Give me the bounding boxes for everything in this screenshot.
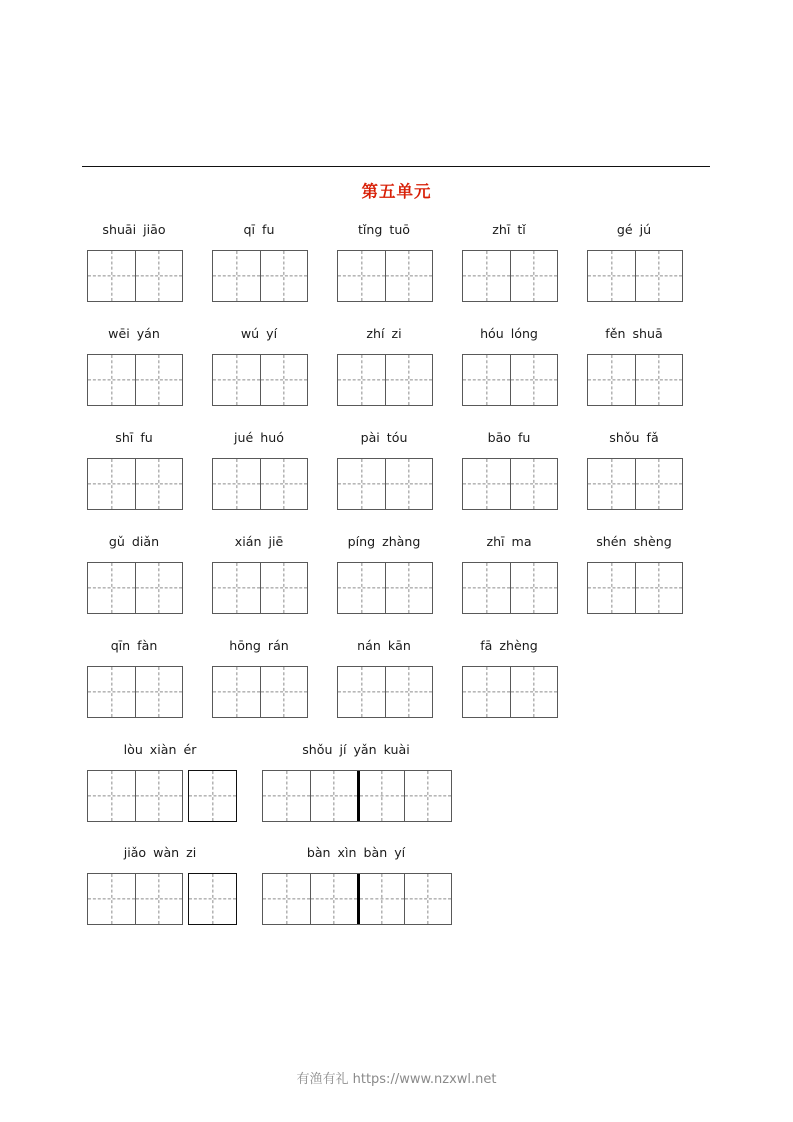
tianzige-cell[interactable] [88,667,135,717]
tianzige-cell[interactable] [338,459,385,509]
writing-grid [212,562,308,614]
tianzige-cell[interactable] [260,667,307,717]
pinyin-label [87,326,181,342]
tianzige-box[interactable] [337,458,433,510]
writing-grid [462,250,558,302]
tianzige-box[interactable] [87,250,183,302]
tianzige-cell[interactable] [88,874,135,924]
tianzige-cell[interactable] [635,355,682,405]
writing-grid [462,354,558,406]
tianzige-cell[interactable] [510,667,557,717]
pinyin-label [212,430,306,446]
exercise-row [0,638,793,734]
pinyin-syllable: wú [240,326,260,341]
pinyin-label [87,222,181,238]
tianzige-cell[interactable] [463,563,510,613]
writing-grid [337,354,433,406]
pinyin-syllable: bàn [306,845,331,860]
tianzige-box[interactable] [587,458,683,510]
tianzige-box[interactable] [212,250,308,302]
writing-grid [337,458,433,510]
pinyin-syllable: kān [387,638,411,653]
pinyin-syllable: tóu [386,430,408,445]
tianzige-cell[interactable] [357,771,404,821]
writing-grid [337,250,433,302]
tianzige-box[interactable] [587,354,683,406]
writing-grid [212,666,308,718]
tianzige-box[interactable] [212,666,308,718]
pinyin-syllable: shǒu [302,742,333,757]
tianzige-cell[interactable] [510,459,557,509]
pinyin-syllable: zhī [486,534,505,549]
tianzige-cell[interactable] [310,874,357,924]
tianzige-cell[interactable] [463,251,510,301]
writing-grid [212,354,308,406]
tianzige-cell[interactable] [213,355,260,405]
pinyin-syllable: jú [639,222,652,237]
tianzige-cell[interactable] [213,459,260,509]
tianzige-cell[interactable] [263,874,310,924]
writing-grid [262,770,452,822]
tianzige-box[interactable] [87,458,183,510]
tianzige-cell[interactable] [463,355,510,405]
tianzige-cell[interactable] [189,771,236,821]
tianzige-cell[interactable] [357,874,404,924]
pinyin-syllable: shǒu [609,430,640,445]
pinyin-syllable: fu [262,222,275,237]
tianzige-cell[interactable] [385,459,432,509]
writing-grid [87,666,183,718]
tianzige-cell[interactable] [510,355,557,405]
pinyin-syllable: tǐng [357,222,383,237]
tianzige-box[interactable] [462,354,558,406]
tianzige-cell[interactable] [404,771,451,821]
pinyin-label [87,638,181,654]
tianzige-cell[interactable] [338,667,385,717]
tianzige-cell[interactable] [260,355,307,405]
pinyin-syllable: fàn [137,638,158,653]
pinyin-syllable: fu [518,430,531,445]
tianzige-cell[interactable] [260,251,307,301]
pinyin-syllable: fā [480,638,493,653]
tianzige-cell[interactable] [88,563,135,613]
pinyin-label [87,430,181,446]
pinyin-syllable: hóu [480,326,504,341]
writing-grid [462,562,558,614]
pinyin-syllable: shèng [633,534,672,549]
pinyin-syllable: yí [394,845,406,860]
tianzige-cell[interactable] [135,459,182,509]
tianzige-box[interactable] [87,770,183,822]
tianzige-box[interactable] [337,562,433,614]
writing-grid [262,873,452,925]
pinyin-syllable: hōng [229,638,261,653]
tianzige-cell[interactable] [213,563,260,613]
pinyin-label [462,534,556,550]
tianzige-cell[interactable] [404,874,451,924]
writing-grid [87,354,183,406]
tianzige-box[interactable] [87,666,183,718]
pinyin-label [587,222,681,238]
pinyin-syllable: kuài [383,742,410,757]
tianzige-cell[interactable] [510,563,557,613]
tianzige-cell[interactable] [385,667,432,717]
pinyin-syllable: jí [339,742,347,757]
writing-grid [212,458,308,510]
tianzige-cell[interactable] [88,251,135,301]
exercise-row [0,326,793,422]
pinyin-syllable: rán [267,638,289,653]
pinyin-syllable: fěn [605,326,626,341]
tianzige-cell[interactable] [635,459,682,509]
pinyin-label [212,534,306,550]
writing-grid [587,458,683,510]
pinyin-syllable: shuā [632,326,663,341]
tianzige-cell[interactable] [88,771,135,821]
tianzige-cell[interactable] [88,459,135,509]
pinyin-syllable: zhèng [499,638,538,653]
pinyin-label [87,742,233,758]
pinyin-syllable: wēi [108,326,130,341]
pinyin-syllable: bàn [363,845,388,860]
pinyin-label [337,638,431,654]
pinyin-syllable: zhàng [382,534,421,549]
writing-grid [587,562,683,614]
writing-grid [587,354,683,406]
exercise-row [0,222,793,318]
writing-grid [87,770,237,822]
tianzige-cell[interactable] [463,667,510,717]
pinyin-syllable: zhí [366,326,385,341]
tianzige-cell[interactable] [338,563,385,613]
exercise-row [0,742,793,838]
tianzige-cell[interactable] [588,459,635,509]
tianzige-cell[interactable] [588,355,635,405]
pinyin-label [462,638,556,654]
pinyin-label [337,222,431,238]
pinyin-label [212,638,306,654]
writing-grid [87,250,183,302]
pinyin-syllable: wàn [153,845,180,860]
exercise-row [0,534,793,630]
tianzige-box[interactable] [212,562,308,614]
pinyin-syllable: yán [136,326,160,341]
pinyin-syllable: bāo [487,430,511,445]
pinyin-syllable: jué [234,430,254,445]
pinyin-label [587,326,681,342]
writing-grid [462,458,558,510]
tianzige-box[interactable] [262,873,452,925]
tianzige-box[interactable] [462,458,558,510]
tianzige-box[interactable] [212,354,308,406]
tianzige-cell[interactable] [88,355,135,405]
tianzige-cell[interactable] [213,667,260,717]
pinyin-label [87,845,233,861]
pinyin-syllable: shī [115,430,134,445]
pinyin-label [462,222,556,238]
tianzige-cell[interactable] [463,459,510,509]
pinyin-syllable: qīn [110,638,131,653]
pinyin-syllable: zi [186,845,197,860]
pinyin-label [212,326,306,342]
pinyin-label [462,326,556,342]
tianzige-cell[interactable] [338,355,385,405]
tianzige-cell[interactable] [135,667,182,717]
exercise-row [0,845,793,941]
pinyin-label [462,430,556,446]
pinyin-syllable: shén [596,534,627,549]
tianzige-cell[interactable] [510,251,557,301]
tianzige-cell[interactable] [213,251,260,301]
pinyin-syllable: jiāo [143,222,166,237]
tianzige-cell[interactable] [135,771,182,821]
pinyin-syllable: zhī [492,222,511,237]
tianzige-box[interactable] [462,666,558,718]
tianzige-box[interactable] [262,770,452,822]
pinyin-syllable: jiē [268,534,284,549]
pinyin-label [87,534,181,550]
pinyin-syllable: huó [260,430,284,445]
pinyin-label [587,534,681,550]
pinyin-syllable: shuāi [102,222,137,237]
tianzige-cell[interactable] [635,563,682,613]
pinyin-syllable: zi [391,326,402,341]
pinyin-syllable: fu [140,430,153,445]
pinyin-syllable: xìn [337,845,357,860]
pinyin-syllable: yǎn [353,742,377,757]
tianzige-cell[interactable] [588,563,635,613]
pinyin-syllable: fǎ [646,430,659,445]
page-title: 第五单元 [361,182,432,201]
header-divider [82,166,710,167]
tianzige-box[interactable] [188,873,237,925]
tianzige-cell[interactable] [135,251,182,301]
pinyin-syllable: lóng [510,326,538,341]
pinyin-syllable: jiǎo [123,845,147,860]
tianzige-box[interactable] [188,770,237,822]
tianzige-cell[interactable] [135,355,182,405]
tianzige-box[interactable] [87,873,183,925]
tianzige-cell[interactable] [338,251,385,301]
pinyin-label [337,430,431,446]
pinyin-syllable: ma [511,534,532,549]
tianzige-box[interactable] [337,666,433,718]
pinyin-syllable: lòu [123,742,143,757]
tianzige-cell[interactable] [135,563,182,613]
pinyin-syllable: xián [234,534,262,549]
pinyin-syllable: diǎn [131,534,160,549]
tianzige-cell[interactable] [588,251,635,301]
pinyin-label [212,222,306,238]
writing-grid [462,666,558,718]
tianzige-cell[interactable] [385,563,432,613]
writing-grid [337,562,433,614]
tianzige-cell[interactable] [385,251,432,301]
tianzige-box[interactable] [587,250,683,302]
tianzige-cell[interactable] [310,771,357,821]
pinyin-label [262,742,450,758]
writing-grid [337,666,433,718]
writing-grid [87,873,237,925]
tianzige-cell[interactable] [635,251,682,301]
pinyin-syllable: tǐ [517,222,526,237]
writing-grid [87,458,183,510]
tianzige-box[interactable] [212,458,308,510]
tianzige-cell[interactable] [385,355,432,405]
tianzige-box[interactable] [462,562,558,614]
writing-grid [212,250,308,302]
tianzige-box[interactable] [87,354,183,406]
pinyin-syllable: yí [266,326,278,341]
pinyin-syllable: píng [347,534,376,549]
pinyin-syllable: pài [360,430,380,445]
pinyin-label [337,326,431,342]
pinyin-syllable: gǔ [108,534,125,549]
pinyin-syllable: xiàn [149,742,177,757]
exercise-row [0,430,793,526]
pinyin-syllable: qī [243,222,256,237]
tianzige-box[interactable] [337,250,433,302]
tianzige-box[interactable] [462,250,558,302]
tianzige-cell[interactable] [263,771,310,821]
pinyin-syllable: ér [183,742,197,757]
pinyin-label [262,845,450,861]
pinyin-label [587,430,681,446]
tianzige-cell[interactable] [260,563,307,613]
writing-grid [587,250,683,302]
tianzige-box[interactable] [587,562,683,614]
writing-grid [87,562,183,614]
pinyin-label [337,534,431,550]
pinyin-syllable: nán [357,638,381,653]
tianzige-box[interactable] [337,354,433,406]
tianzige-cell[interactable] [260,459,307,509]
tianzige-box[interactable] [87,562,183,614]
pinyin-syllable: gé [616,222,633,237]
tianzige-cell[interactable] [135,874,182,924]
pinyin-syllable: tuō [389,222,411,237]
tianzige-cell[interactable] [189,874,236,924]
footer-watermark: 有渔有礼 https://www.nzxwl.net [296,1072,497,1087]
